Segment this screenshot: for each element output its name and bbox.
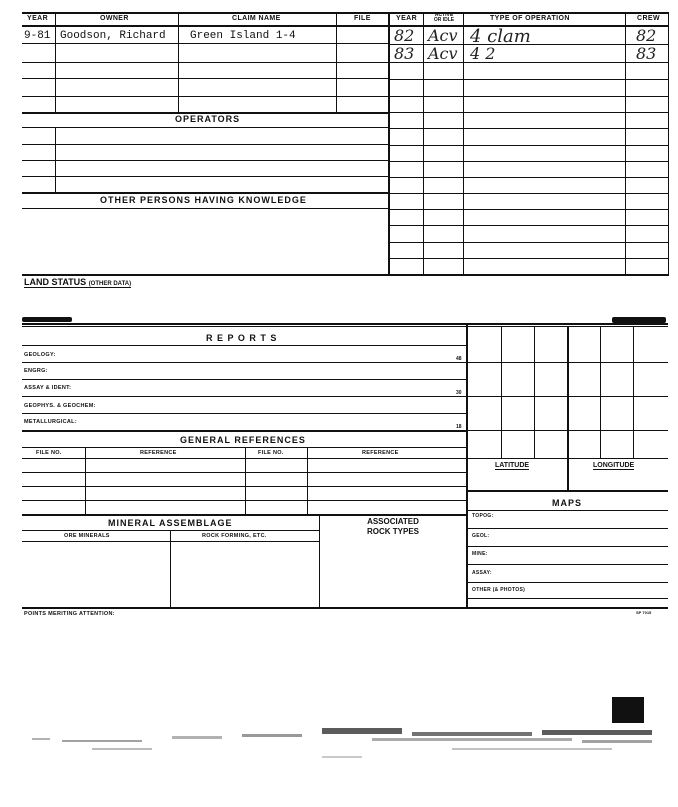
claim-year: 9-81 — [24, 30, 51, 42]
maps-geol-label: GEOL: — [472, 533, 490, 539]
ref-file-no-1: FILE NO. — [36, 450, 62, 456]
op-row-1-active: Acv — [428, 26, 458, 45]
reports-right-divider — [466, 325, 468, 609]
col-header-year: YEAR — [27, 15, 49, 22]
reports-top-border — [22, 323, 668, 325]
col-header-crew: CREW — [637, 15, 660, 22]
report-geology-num: 48 — [456, 356, 462, 362]
report-engrg-label: ENGRG: — [24, 368, 48, 374]
points-meriting-attention: POINTS MERITING ATTENTION: — [24, 611, 115, 617]
claim-owner: Goodson, Richard — [60, 30, 166, 42]
report-assay-label: ASSAY & IDENT: — [24, 385, 72, 391]
ore-minerals-label: ORE MINERALS — [64, 533, 110, 539]
report-metallurgical-label: METALLURGICAL: — [24, 419, 77, 425]
report-geophys-label: GEOPHYS. & GEOCHEM: — [24, 403, 96, 409]
col-header-type-of-operation: TYPE OF OPERATION — [490, 15, 570, 22]
general-references-heading: GENERAL REFERENCES — [180, 435, 306, 445]
op-row-2-year: 83 — [394, 44, 415, 63]
op-row-1-year: 82 — [394, 26, 415, 45]
op-row-2-type: 4 2 — [470, 44, 496, 63]
op-row-2-active: Acv — [428, 44, 458, 63]
mineral-assemblage-heading: MINERAL ASSEMBLAGE — [108, 518, 233, 528]
longitude-label: LONGITUDE — [593, 462, 635, 469]
form-number: SP 7015 — [636, 610, 652, 615]
ref-file-no-2: FILE NO. — [258, 450, 284, 456]
ref-reference-2: REFERENCE — [362, 450, 399, 456]
maps-assay-label: ASSAY: — [472, 570, 492, 576]
top-border — [22, 12, 668, 14]
col-header-claim-name: CLAIM NAME — [232, 15, 281, 22]
land-status-heading: LAND STATUS (OTHER DATA) — [24, 277, 132, 287]
latitude-label: LATITUDE — [495, 462, 530, 469]
col-header-owner: OWNER — [100, 15, 129, 22]
center-divider — [388, 12, 390, 276]
maps-other-label: OTHER (& PHOTOS) — [472, 587, 526, 593]
header-bottom-left — [22, 25, 388, 27]
report-assay-num: 30 — [456, 390, 462, 396]
col-header-year-right: YEAR — [396, 15, 418, 22]
ref-reference-1: REFERENCE — [140, 450, 177, 456]
maps-mine-label: MINE: — [472, 551, 488, 557]
claim-name: Green Island 1-4 — [190, 30, 296, 42]
op-row-1-crew: 82 — [636, 26, 657, 45]
op-row-1-type: 4 clam — [470, 26, 531, 47]
reports-heading: R E P O R T S — [206, 333, 278, 343]
operators-heading: OPERATORS — [175, 114, 241, 124]
maps-heading: MAPS — [552, 498, 583, 508]
col-header-active-or-idle: ACTIVE OR IDLE — [433, 12, 455, 23]
maps-topog-label: TOPOG: — [472, 513, 494, 519]
report-geology-label: GEOLOGY: — [24, 352, 56, 358]
other-persons-heading: OTHER PERSONS HAVING KNOWLEDGE — [100, 195, 307, 205]
top-section-bottom-border — [22, 274, 668, 276]
scan-mark-left — [22, 317, 72, 322]
reports-bottom-border — [22, 607, 668, 609]
rock-forming-label: ROCK FORMING, ETC. — [202, 533, 267, 539]
scan-noise-band — [22, 718, 668, 768]
col-header-file: FILE — [354, 15, 371, 22]
report-metallurgical-num: 18 — [456, 424, 462, 430]
op-row-2-crew: 83 — [636, 44, 657, 63]
associated-rock-types-heading: ASSOCIATED ROCK TYPES — [366, 517, 419, 536]
